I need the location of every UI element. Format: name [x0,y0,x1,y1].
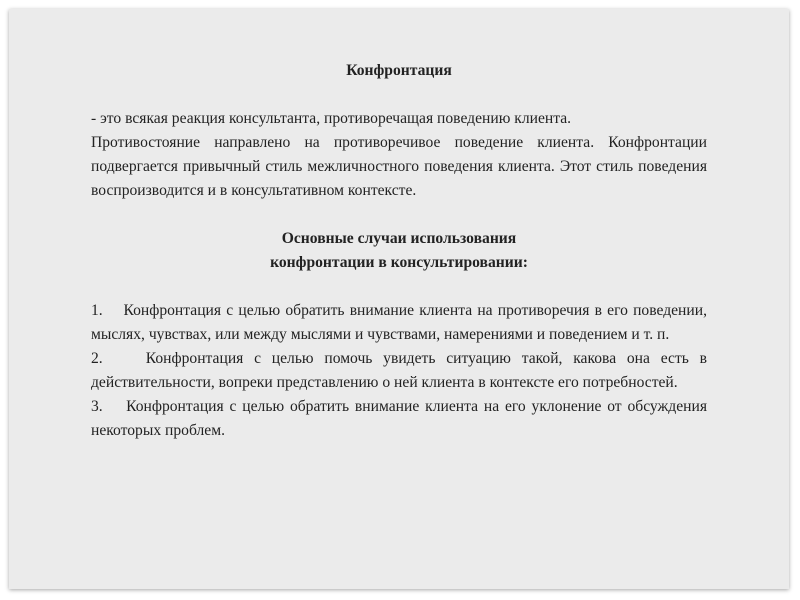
spacer [91,203,707,227]
section-subtitle-line-2: конфронтации в консультировании: [270,254,528,271]
slide-content [91,59,707,443]
section-subtitle-line-1: Основные случаи использования [281,230,517,247]
spacer [91,275,707,299]
list-item-1: 1. Конфронтация с целью обратить внимание клиента на противоречия в его поведении, мыслях, чувствах, или между мыслями и чувствами, намерениями и поведением и т. п. [91,302,707,343]
slide-title: Конфронтация [346,62,452,79]
list-item-3: 3. Конфронтация с целью обратить внимание клиента на его уклонение от обсуждения некоторых проблем. [91,398,707,439]
list-item-2: 2. Конфронтация с целью помочь увидеть ситуацию такой, какова она есть в действительности, вопреки представлению о ней клиента в контексте его потребностей. [91,350,707,391]
definition-text: - это всякая реакция консультанта, противоречащая поведению клиента. [91,110,572,127]
spacer [91,83,707,107]
slide [9,9,789,589]
description-paragraph: Противостояние направлено на противоречивое поведение клиента. Конфронтации подвергается привычный стиль межличностного поведения клиента. Этот стиль поведения воспроизводится и в консультативном контексте. [91,134,707,199]
